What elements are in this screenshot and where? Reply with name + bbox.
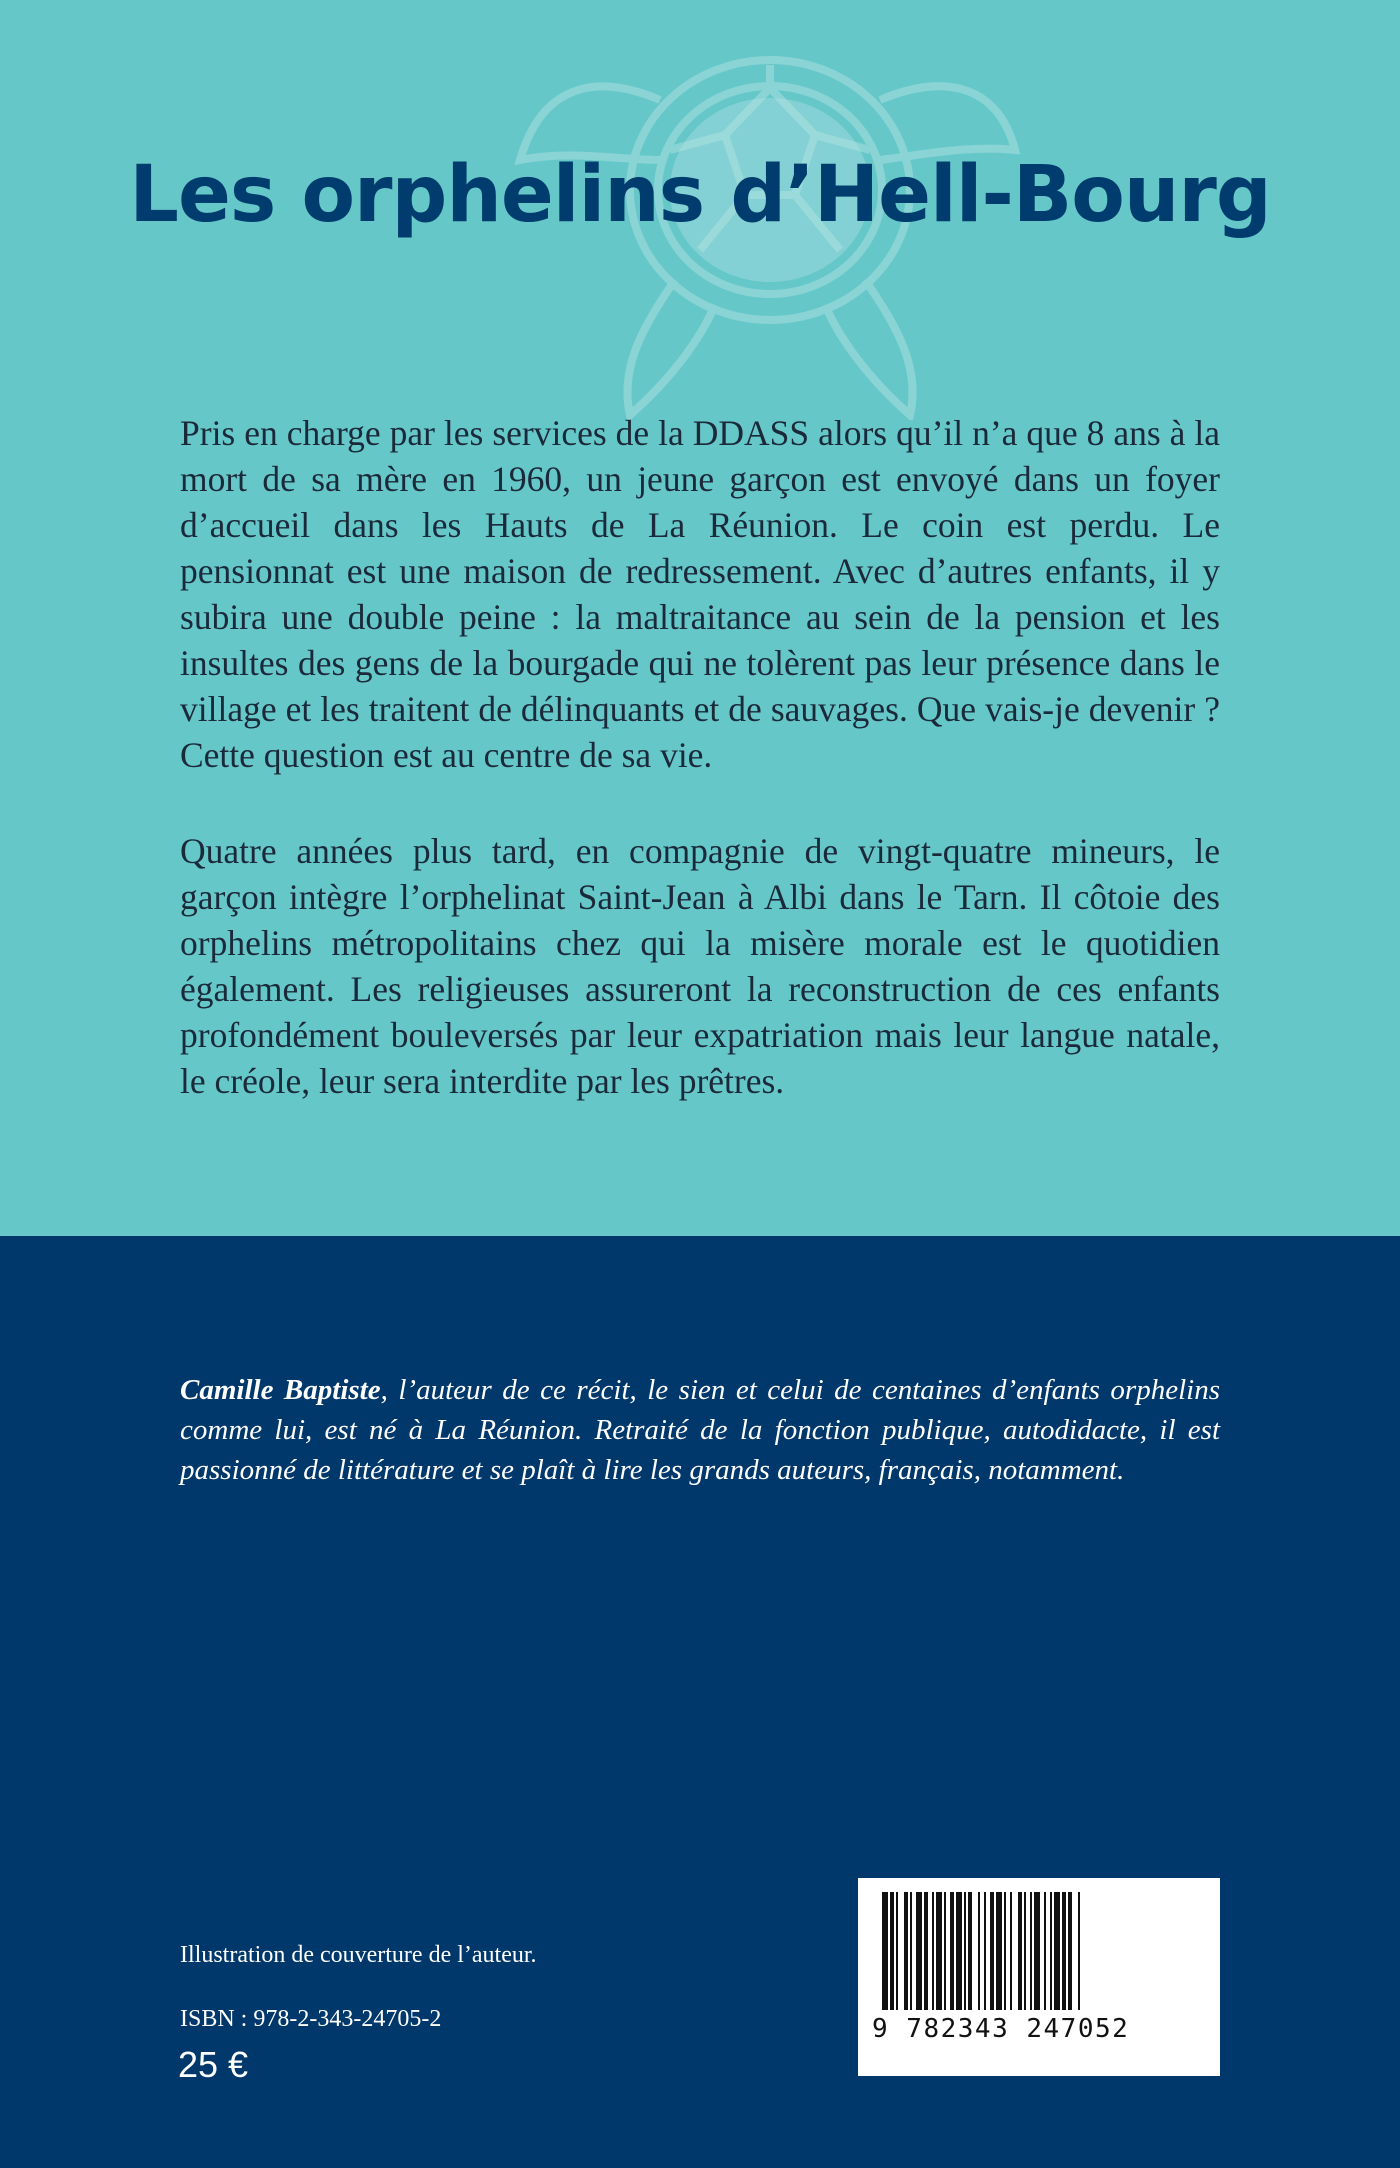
barcode-bar: [882, 1892, 888, 2010]
book-title: Les orphelins d’Hell-Bourg: [129, 150, 1271, 240]
barcode-bar: [1062, 1892, 1066, 2010]
author-bio-text: , l’auteur de ce récit, le sien et celui de centaines d’enfants orphelins comme lui, est né à La Réunion. Retraité de la fonction publique, autodidacte, il est passionné de littérature et se plaît à lire les grands auteurs, français, notamment.: [180, 1374, 1220, 1486]
barcode-bar: [964, 1892, 966, 2010]
barcode-bar: [1078, 1892, 1080, 2010]
barcode-bar: [904, 1892, 908, 2010]
isbn: ISBN : 978-2-343-24705-2: [180, 2006, 442, 2032]
summary-paragraph-1: Pris en charge par les services de la DDASS alors qu’il n’a que 8 ans à la mort de sa mère en 1960, un jeune garçon est envoyé dans un foyer d’accueil dans les Hauts de La Réunion. Le coin est perdu. Le pensionnat est une maison de redressement. Avec d’autres enfants, il y subira une double peine : la maltraitance au sein de la pension et les insultes des gens de la bourgade qui ne tolèrent pas leur présence dans le village et les traitent de délinquants et de sauvages. Que vais-je devenir ? Cette question est au centre de sa vie.: [180, 413, 1220, 775]
barcode-bar: [950, 1892, 954, 2010]
barcode-bar: [890, 1892, 894, 2010]
author-bio: [180, 1370, 1220, 1490]
barcode-bar: [910, 1892, 912, 2010]
barcode-bar: [984, 1892, 986, 2010]
barcode-bar: [1054, 1892, 1060, 2010]
barcode-bar: [996, 1892, 1002, 2010]
barcode-bar: [990, 1892, 994, 2010]
barcode-bar: [1004, 1892, 1006, 2010]
barcode-bar: [1018, 1892, 1022, 2010]
barcode-bar: [896, 1892, 898, 2010]
author-name: Camille Baptiste: [180, 1374, 381, 1406]
barcode-bar: [936, 1892, 942, 2010]
price: 25 €: [178, 2044, 249, 2085]
barcode-digits: 9 782343 247052: [872, 2014, 1130, 2044]
barcode-bar: [1024, 1892, 1026, 2010]
barcode: [858, 1878, 1220, 2076]
barcode-bar: [1068, 1892, 1072, 2010]
barcode-bar: [968, 1892, 972, 2010]
barcode-bar: [956, 1892, 962, 2010]
illustration-credit: Illustration de couverture de l’auteur.: [180, 1942, 537, 1968]
barcode-bar: [916, 1892, 922, 2010]
summary-paragraph-2: Quatre années plus tard, en compagnie de vingt-quatre mineurs, le garçon intègre l’orphelinat Saint-Jean à Albi dans le Tarn. Il côtoie des orphelins métropolitains chez qui la misère morale est le quotidien également. Les religieuses assureront la reconstruction de ces enfants profondément bouleversés par leur expatriation mais leur langue natale, le créole, leur sera interdite par les prêtres.: [180, 831, 1220, 1101]
barcode-bar: [944, 1892, 946, 2010]
barcode-bar: [978, 1892, 980, 2010]
barcode-bar: [1030, 1892, 1032, 2010]
barcode-bar: [1050, 1892, 1052, 2010]
barcode-bar: [1044, 1892, 1046, 2010]
barcode-bar: [1010, 1892, 1012, 2010]
barcode-bars-icon: [878, 1892, 1198, 2012]
barcode-bar: [932, 1892, 934, 2010]
barcode-bar: [924, 1892, 928, 2010]
barcode-bar: [1034, 1892, 1040, 2010]
